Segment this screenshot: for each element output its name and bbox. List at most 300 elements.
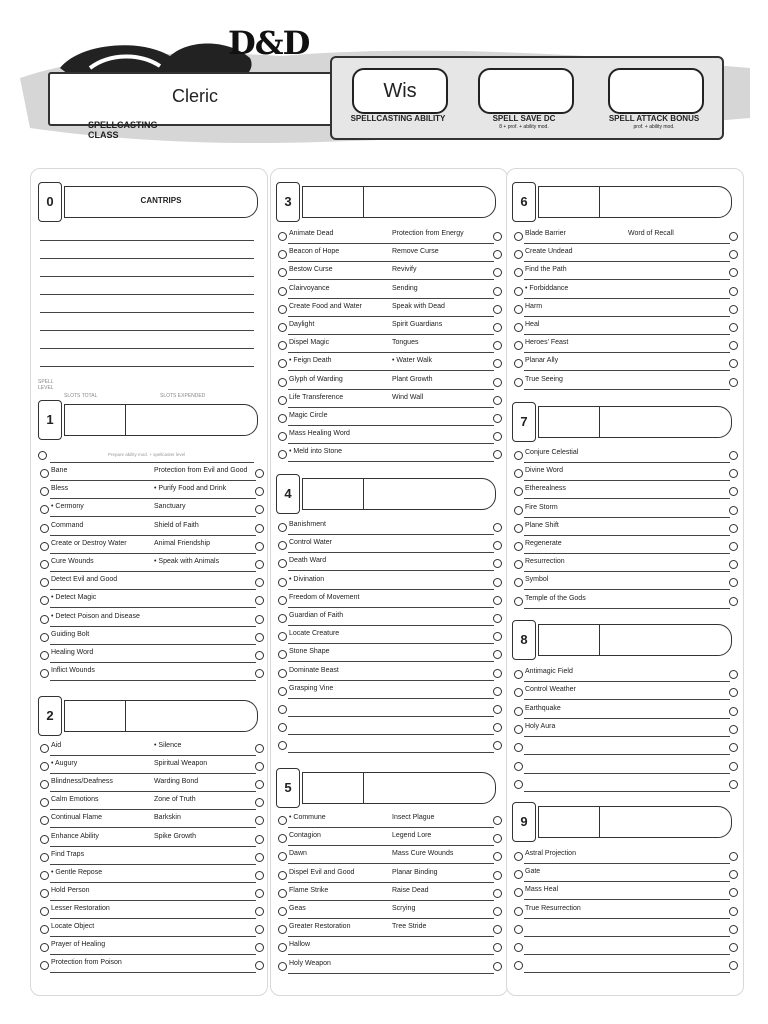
spell-row[interactable] bbox=[36, 500, 266, 518]
spell-line bbox=[50, 480, 256, 481]
spell-right-checkbox[interactable] bbox=[729, 907, 738, 916]
spell-row[interactable] bbox=[274, 591, 504, 609]
spell-row[interactable] bbox=[510, 318, 740, 336]
spell-row[interactable] bbox=[36, 628, 266, 646]
spell-row[interactable] bbox=[36, 902, 266, 920]
spell-right-checkbox[interactable] bbox=[729, 506, 738, 515]
spell-right-checkbox[interactable] bbox=[729, 524, 738, 533]
spell-row[interactable] bbox=[36, 938, 266, 956]
spell-row[interactable] bbox=[510, 757, 740, 775]
spell-right-checkbox[interactable] bbox=[493, 323, 502, 332]
cantrip-line[interactable] bbox=[36, 224, 258, 242]
spell-row[interactable] bbox=[274, 718, 504, 736]
prepared-checkbox[interactable] bbox=[278, 834, 287, 843]
spell-row[interactable] bbox=[510, 245, 740, 263]
spell-right-checkbox[interactable] bbox=[729, 232, 738, 241]
spell-right-checkbox[interactable] bbox=[729, 725, 738, 734]
cantrip-line[interactable] bbox=[36, 314, 258, 332]
spell-right-checkbox[interactable] bbox=[493, 359, 502, 368]
spell-right-checkbox[interactable] bbox=[729, 597, 738, 606]
spell-right-checkbox[interactable] bbox=[729, 250, 738, 259]
spell-right-checkbox[interactable] bbox=[493, 450, 502, 459]
spell-right-checkbox[interactable] bbox=[493, 378, 502, 387]
spell-row[interactable] bbox=[510, 373, 740, 391]
prepared-checkbox[interactable] bbox=[40, 615, 49, 624]
spell-row[interactable] bbox=[274, 300, 504, 318]
spell-right-checkbox[interactable] bbox=[493, 943, 502, 952]
prepared-checkbox[interactable] bbox=[40, 871, 49, 880]
prepared-checkbox[interactable] bbox=[278, 596, 287, 605]
spell-right-checkbox[interactable] bbox=[493, 650, 502, 659]
spell-right-checkbox[interactable] bbox=[493, 287, 502, 296]
spell-row[interactable] bbox=[36, 739, 266, 757]
spell-right-checkbox[interactable] bbox=[493, 268, 502, 277]
spell-right-checkbox[interactable] bbox=[729, 341, 738, 350]
prepared-checkbox[interactable] bbox=[278, 632, 287, 641]
prepared-checkbox[interactable] bbox=[514, 359, 523, 368]
spell-row[interactable] bbox=[274, 373, 504, 391]
spell-row[interactable] bbox=[36, 811, 266, 829]
spell-right-checkbox[interactable] bbox=[729, 888, 738, 897]
spell-right-checkbox[interactable] bbox=[255, 615, 264, 624]
spell-right-checkbox[interactable] bbox=[493, 632, 502, 641]
spell-row[interactable] bbox=[274, 263, 504, 281]
prepared-checkbox[interactable] bbox=[278, 650, 287, 659]
spell-row[interactable] bbox=[36, 884, 266, 902]
prepared-checkbox[interactable] bbox=[514, 469, 523, 478]
spell-right-checkbox[interactable] bbox=[729, 870, 738, 879]
spell-row[interactable] bbox=[510, 537, 740, 555]
spell-row[interactable] bbox=[274, 609, 504, 627]
spell-right-checkbox[interactable] bbox=[493, 705, 502, 714]
cantrip-line[interactable] bbox=[36, 260, 258, 278]
cantrip-line[interactable] bbox=[36, 332, 258, 350]
spell-right-checkbox[interactable] bbox=[255, 780, 264, 789]
spell-save-dc-field[interactable] bbox=[478, 68, 574, 114]
spell-right-checkbox[interactable] bbox=[255, 871, 264, 880]
spell-row[interactable] bbox=[36, 519, 266, 537]
spell-row[interactable] bbox=[36, 920, 266, 938]
prepared-checkbox[interactable] bbox=[40, 907, 49, 916]
cantrip-line[interactable] bbox=[36, 296, 258, 314]
spell-row[interactable] bbox=[36, 956, 266, 974]
spell-row[interactable] bbox=[36, 664, 266, 682]
spell-row[interactable] bbox=[510, 263, 740, 281]
spell-row[interactable] bbox=[510, 775, 740, 793]
spell-right-checkbox[interactable] bbox=[729, 305, 738, 314]
spell-right-checkbox[interactable] bbox=[493, 432, 502, 441]
spell-right-checkbox[interactable] bbox=[729, 670, 738, 679]
spell-row[interactable] bbox=[36, 555, 266, 573]
spell-row[interactable] bbox=[510, 592, 740, 610]
spell-row[interactable] bbox=[274, 700, 504, 718]
prepared-checkbox[interactable] bbox=[514, 451, 523, 460]
spell-row[interactable] bbox=[510, 482, 740, 500]
prepared-checkbox[interactable] bbox=[40, 578, 49, 587]
spell-row[interactable] bbox=[274, 645, 504, 663]
spell-name: Guiding Bolt bbox=[51, 630, 90, 638]
spell-right-checkbox[interactable] bbox=[493, 559, 502, 568]
prepared-checkbox[interactable] bbox=[278, 450, 287, 459]
prepared-count-line[interactable] bbox=[36, 446, 258, 464]
spell-row[interactable] bbox=[510, 938, 740, 956]
prepared-checkbox[interactable] bbox=[514, 961, 523, 970]
spell-row[interactable] bbox=[510, 501, 740, 519]
spell-row[interactable] bbox=[36, 591, 266, 609]
prepared-checkbox[interactable] bbox=[514, 725, 523, 734]
spell-right-checkbox[interactable] bbox=[729, 943, 738, 952]
spell-row[interactable] bbox=[510, 282, 740, 300]
prepared-checkbox[interactable] bbox=[514, 305, 523, 314]
spell-row[interactable] bbox=[510, 865, 740, 883]
prepared-checkbox[interactable] bbox=[40, 961, 49, 970]
prepared-checkbox[interactable] bbox=[278, 268, 287, 277]
spell-row[interactable] bbox=[36, 537, 266, 555]
spell-line bbox=[524, 718, 730, 719]
spell-right-checkbox[interactable] bbox=[729, 378, 738, 387]
spell-row[interactable] bbox=[274, 554, 504, 572]
prepared-checkbox[interactable] bbox=[514, 743, 523, 752]
spell-row[interactable] bbox=[274, 847, 504, 865]
spell-row[interactable] bbox=[274, 282, 504, 300]
prepared-checkbox[interactable] bbox=[40, 744, 49, 753]
prepared-checkbox[interactable] bbox=[278, 907, 287, 916]
spell-right-checkbox[interactable] bbox=[729, 268, 738, 277]
prepared-checkbox[interactable] bbox=[514, 268, 523, 277]
spell-row[interactable] bbox=[36, 646, 266, 664]
spell-row[interactable] bbox=[274, 902, 504, 920]
spell-right-checkbox[interactable] bbox=[493, 962, 502, 971]
prepared-checkbox[interactable] bbox=[514, 232, 523, 241]
spell-name-secondary: Plant Growth bbox=[392, 375, 433, 383]
spell-right-checkbox[interactable] bbox=[493, 578, 502, 587]
prepared-checkbox[interactable] bbox=[514, 487, 523, 496]
spell-row[interactable] bbox=[510, 300, 740, 318]
prepared-checkbox[interactable] bbox=[278, 523, 287, 532]
prepared-checkbox[interactable] bbox=[40, 762, 49, 771]
prepared-checkbox[interactable] bbox=[278, 323, 287, 332]
spell-right-checkbox[interactable] bbox=[729, 743, 738, 752]
prepared-checkbox[interactable] bbox=[514, 707, 523, 716]
spell-line bbox=[524, 316, 730, 317]
cantrip-line[interactable] bbox=[36, 350, 258, 368]
spell-right-checkbox[interactable] bbox=[255, 853, 264, 862]
spell-right-checkbox[interactable] bbox=[493, 871, 502, 880]
prepared-checkbox[interactable] bbox=[40, 780, 49, 789]
prepared-checkbox[interactable] bbox=[40, 596, 49, 605]
spell-right-checkbox[interactable] bbox=[729, 542, 738, 551]
spell-right-checkbox[interactable] bbox=[255, 469, 264, 478]
prepared-checkbox[interactable] bbox=[514, 578, 523, 587]
spell-right-checkbox[interactable] bbox=[255, 542, 264, 551]
spell-row[interactable] bbox=[274, 336, 504, 354]
spell-row[interactable] bbox=[36, 775, 266, 793]
spell-row[interactable] bbox=[274, 245, 504, 263]
spell-row[interactable] bbox=[274, 518, 504, 536]
prepared-checkbox[interactable] bbox=[278, 541, 287, 550]
prepared-checkbox[interactable] bbox=[514, 506, 523, 515]
spell-row[interactable] bbox=[510, 227, 740, 245]
spell-row[interactable] bbox=[274, 318, 504, 336]
cantrip-line[interactable] bbox=[36, 242, 258, 260]
prepared-checkbox[interactable] bbox=[514, 925, 523, 934]
prepared-checkbox[interactable] bbox=[278, 852, 287, 861]
prepared-checkbox[interactable] bbox=[514, 560, 523, 569]
spell-row[interactable] bbox=[510, 847, 740, 865]
spell-row[interactable] bbox=[510, 702, 740, 720]
spell-right-checkbox[interactable] bbox=[255, 578, 264, 587]
prepared-checkbox[interactable] bbox=[40, 524, 49, 533]
spell-row[interactable] bbox=[510, 956, 740, 974]
spell-right-checkbox[interactable] bbox=[255, 943, 264, 952]
prepared-checkbox[interactable] bbox=[278, 305, 287, 314]
spell-row[interactable] bbox=[274, 866, 504, 884]
prepared-checkbox[interactable] bbox=[514, 323, 523, 332]
spell-right-checkbox[interactable] bbox=[493, 232, 502, 241]
spell-row[interactable] bbox=[510, 573, 740, 591]
prepared-checkbox[interactable] bbox=[278, 816, 287, 825]
spell-row[interactable] bbox=[274, 920, 504, 938]
prepared-checkbox[interactable] bbox=[40, 469, 49, 478]
spell-row[interactable] bbox=[274, 391, 504, 409]
prepared-checkbox[interactable] bbox=[40, 816, 49, 825]
spell-right-checkbox[interactable] bbox=[493, 816, 502, 825]
spell-right-checkbox[interactable] bbox=[255, 889, 264, 898]
prepared-checkbox[interactable] bbox=[278, 378, 287, 387]
spell-row[interactable] bbox=[510, 336, 740, 354]
spell-row[interactable] bbox=[36, 866, 266, 884]
spell-right-checkbox[interactable] bbox=[729, 560, 738, 569]
spell-row[interactable] bbox=[274, 664, 504, 682]
prepared-checkbox[interactable] bbox=[514, 888, 523, 897]
prepared-checkbox[interactable] bbox=[40, 487, 49, 496]
prepared-checkbox[interactable] bbox=[514, 341, 523, 350]
prepared-checkbox[interactable] bbox=[278, 741, 287, 750]
prepared-checkbox[interactable] bbox=[40, 542, 49, 551]
prepared-checkbox[interactable] bbox=[40, 889, 49, 898]
prepared-checkbox[interactable] bbox=[514, 378, 523, 387]
prepared-checkbox[interactable] bbox=[514, 870, 523, 879]
spell-right-checkbox[interactable] bbox=[255, 524, 264, 533]
prepared-checkbox[interactable] bbox=[40, 651, 49, 660]
spell-right-checkbox[interactable] bbox=[493, 396, 502, 405]
spell-row[interactable] bbox=[274, 354, 504, 372]
prepared-checkbox[interactable] bbox=[514, 250, 523, 259]
prepared-checkbox[interactable] bbox=[278, 889, 287, 898]
spell-row[interactable] bbox=[274, 427, 504, 445]
spell-row[interactable] bbox=[510, 920, 740, 938]
prepared-checkbox[interactable] bbox=[278, 687, 287, 696]
spell-row[interactable] bbox=[274, 811, 504, 829]
spell-row[interactable] bbox=[510, 683, 740, 701]
spell-name: Regenerate bbox=[525, 540, 562, 547]
spell-row[interactable] bbox=[274, 736, 504, 754]
spell-row[interactable] bbox=[274, 409, 504, 427]
spell-right-checkbox[interactable] bbox=[493, 889, 502, 898]
spell-right-checkbox[interactable] bbox=[729, 287, 738, 296]
spell-row[interactable] bbox=[510, 902, 740, 920]
spell-right-checkbox[interactable] bbox=[255, 669, 264, 678]
prepared-checkbox[interactable] bbox=[40, 835, 49, 844]
spell-attack-bonus-field[interactable] bbox=[608, 68, 704, 114]
prepared-checkbox[interactable] bbox=[514, 762, 523, 771]
spell-row[interactable] bbox=[510, 555, 740, 573]
spell-right-checkbox[interactable] bbox=[493, 852, 502, 861]
spell-row[interactable] bbox=[36, 573, 266, 591]
spell-row[interactable] bbox=[510, 883, 740, 901]
prepared-checkbox[interactable] bbox=[514, 780, 523, 789]
prepared-checkbox[interactable] bbox=[278, 943, 287, 952]
spell-right-checkbox[interactable] bbox=[729, 323, 738, 332]
spell-right-checkbox[interactable] bbox=[493, 741, 502, 750]
prepared-checkbox[interactable] bbox=[278, 705, 287, 714]
spell-name: Earthquake bbox=[525, 704, 561, 712]
spell-row[interactable] bbox=[510, 354, 740, 372]
spell-right-checkbox[interactable] bbox=[493, 305, 502, 314]
spell-row[interactable] bbox=[510, 464, 740, 482]
spell-right-checkbox[interactable] bbox=[255, 798, 264, 807]
spell-right-checkbox[interactable] bbox=[493, 834, 502, 843]
spell-right-checkbox[interactable] bbox=[255, 505, 264, 514]
prepared-checkbox[interactable] bbox=[278, 414, 287, 423]
spell-row[interactable] bbox=[510, 720, 740, 738]
spell-right-checkbox[interactable] bbox=[729, 359, 738, 368]
spell-right-checkbox[interactable] bbox=[729, 688, 738, 697]
prepared-checkbox[interactable] bbox=[278, 232, 287, 241]
spell-right-checkbox[interactable] bbox=[493, 250, 502, 259]
prepared-checkbox[interactable] bbox=[514, 542, 523, 551]
spell-right-checkbox[interactable] bbox=[493, 669, 502, 678]
spell-row[interactable] bbox=[36, 830, 266, 848]
spell-name: • Detect Poison and Disease bbox=[51, 612, 140, 620]
class-name-field[interactable] bbox=[48, 72, 342, 126]
spell-row[interactable] bbox=[274, 445, 504, 463]
prepared-checkbox[interactable] bbox=[278, 723, 287, 732]
prepared-checkbox[interactable] bbox=[514, 907, 523, 916]
spell-right-checkbox[interactable] bbox=[255, 487, 264, 496]
prepared-checkbox[interactable] bbox=[278, 341, 287, 350]
spell-row[interactable] bbox=[274, 938, 504, 956]
prepared-checkbox[interactable] bbox=[40, 505, 49, 514]
spell-row[interactable] bbox=[274, 536, 504, 554]
spell-row[interactable] bbox=[274, 627, 504, 645]
spellcasting-ability-field[interactable] bbox=[352, 68, 448, 114]
prepared-checkbox[interactable] bbox=[278, 871, 287, 880]
spell-right-checkbox[interactable] bbox=[255, 961, 264, 970]
prepared-checkbox[interactable] bbox=[514, 670, 523, 679]
spell-row[interactable] bbox=[36, 848, 266, 866]
spell-row[interactable] bbox=[36, 757, 266, 775]
spell-row[interactable] bbox=[510, 665, 740, 683]
spell-row[interactable] bbox=[510, 738, 740, 756]
prepared-checkbox[interactable] bbox=[278, 669, 287, 678]
spell-right-checkbox[interactable] bbox=[729, 961, 738, 970]
spell-row[interactable] bbox=[274, 573, 504, 591]
spell-row[interactable] bbox=[274, 682, 504, 700]
spell-right-checkbox[interactable] bbox=[493, 614, 502, 623]
prepared-checkbox[interactable] bbox=[40, 943, 49, 952]
spell-right-checkbox[interactable] bbox=[255, 907, 264, 916]
spell-right-checkbox[interactable] bbox=[493, 414, 502, 423]
prepared-checkbox[interactable] bbox=[278, 287, 287, 296]
spell-right-checkbox[interactable] bbox=[255, 633, 264, 642]
prepared-checkbox[interactable] bbox=[278, 396, 287, 405]
prepared-checkbox[interactable] bbox=[514, 524, 523, 533]
prepared-checkbox[interactable] bbox=[278, 250, 287, 259]
spell-right-checkbox[interactable] bbox=[493, 907, 502, 916]
spell-right-checkbox[interactable] bbox=[729, 925, 738, 934]
prepared-checkbox[interactable] bbox=[514, 597, 523, 606]
spell-row[interactable] bbox=[36, 793, 266, 811]
spell-row[interactable] bbox=[274, 227, 504, 245]
spell-right-checkbox[interactable] bbox=[255, 560, 264, 569]
spell-name: Planar Ally bbox=[525, 357, 559, 365]
prepared-checkbox[interactable] bbox=[514, 688, 523, 697]
spell-right-checkbox[interactable] bbox=[255, 744, 264, 753]
spell-right-checkbox[interactable] bbox=[729, 780, 738, 789]
spell-right-checkbox[interactable] bbox=[729, 852, 738, 861]
spell-row[interactable] bbox=[510, 446, 740, 464]
spell-right-checkbox[interactable] bbox=[255, 835, 264, 844]
spell-row[interactable] bbox=[274, 884, 504, 902]
spell-right-checkbox[interactable] bbox=[729, 578, 738, 587]
spell-right-checkbox[interactable] bbox=[493, 523, 502, 532]
spell-right-checkbox[interactable] bbox=[493, 596, 502, 605]
spell-right-checkbox[interactable] bbox=[493, 925, 502, 934]
prepared-checkbox[interactable] bbox=[514, 852, 523, 861]
spell-row[interactable] bbox=[274, 829, 504, 847]
prepared-checkbox[interactable] bbox=[278, 432, 287, 441]
spell-right-checkbox[interactable] bbox=[255, 762, 264, 771]
prepared-checkbox[interactable] bbox=[278, 359, 287, 368]
spell-right-checkbox[interactable] bbox=[729, 762, 738, 771]
spell-right-checkbox[interactable] bbox=[255, 596, 264, 605]
spell-right-checkbox[interactable] bbox=[493, 687, 502, 696]
spell-row[interactable] bbox=[36, 482, 266, 500]
prepared-checkbox[interactable] bbox=[40, 669, 49, 678]
spell-right-checkbox[interactable] bbox=[255, 925, 264, 934]
spell-name: Greater Restoration bbox=[289, 923, 351, 931]
prepared-checkbox[interactable] bbox=[40, 633, 49, 642]
prepared-checkbox[interactable] bbox=[514, 287, 523, 296]
prepared-checkbox[interactable] bbox=[278, 614, 287, 623]
prepared-checkbox[interactable] bbox=[40, 798, 49, 807]
spell-row[interactable] bbox=[274, 957, 504, 975]
prepared-checkbox[interactable] bbox=[278, 925, 287, 934]
prepared-checkbox[interactable] bbox=[514, 943, 523, 952]
cantrip-line[interactable] bbox=[36, 278, 258, 296]
spell-row[interactable] bbox=[36, 464, 266, 482]
spell-row[interactable] bbox=[510, 519, 740, 537]
prepared-checkbox[interactable] bbox=[40, 925, 49, 934]
prepared-checkbox[interactable] bbox=[278, 578, 287, 587]
spell-right-checkbox[interactable] bbox=[493, 541, 502, 550]
spell-right-checkbox[interactable] bbox=[255, 651, 264, 660]
spell-right-checkbox[interactable] bbox=[493, 341, 502, 350]
prepared-checkbox[interactable] bbox=[278, 559, 287, 568]
prepared-checkbox[interactable] bbox=[40, 560, 49, 569]
prepared-checkbox[interactable] bbox=[40, 853, 49, 862]
spell-right-checkbox[interactable] bbox=[729, 707, 738, 716]
spell-right-checkbox[interactable] bbox=[729, 487, 738, 496]
spell-right-checkbox[interactable] bbox=[729, 451, 738, 460]
spell-right-checkbox[interactable] bbox=[729, 469, 738, 478]
spell-right-checkbox[interactable] bbox=[493, 723, 502, 732]
spell-line bbox=[524, 243, 730, 244]
spell-right-checkbox[interactable] bbox=[255, 816, 264, 825]
prepared-checkbox[interactable] bbox=[278, 962, 287, 971]
spell-row[interactable] bbox=[36, 610, 266, 628]
